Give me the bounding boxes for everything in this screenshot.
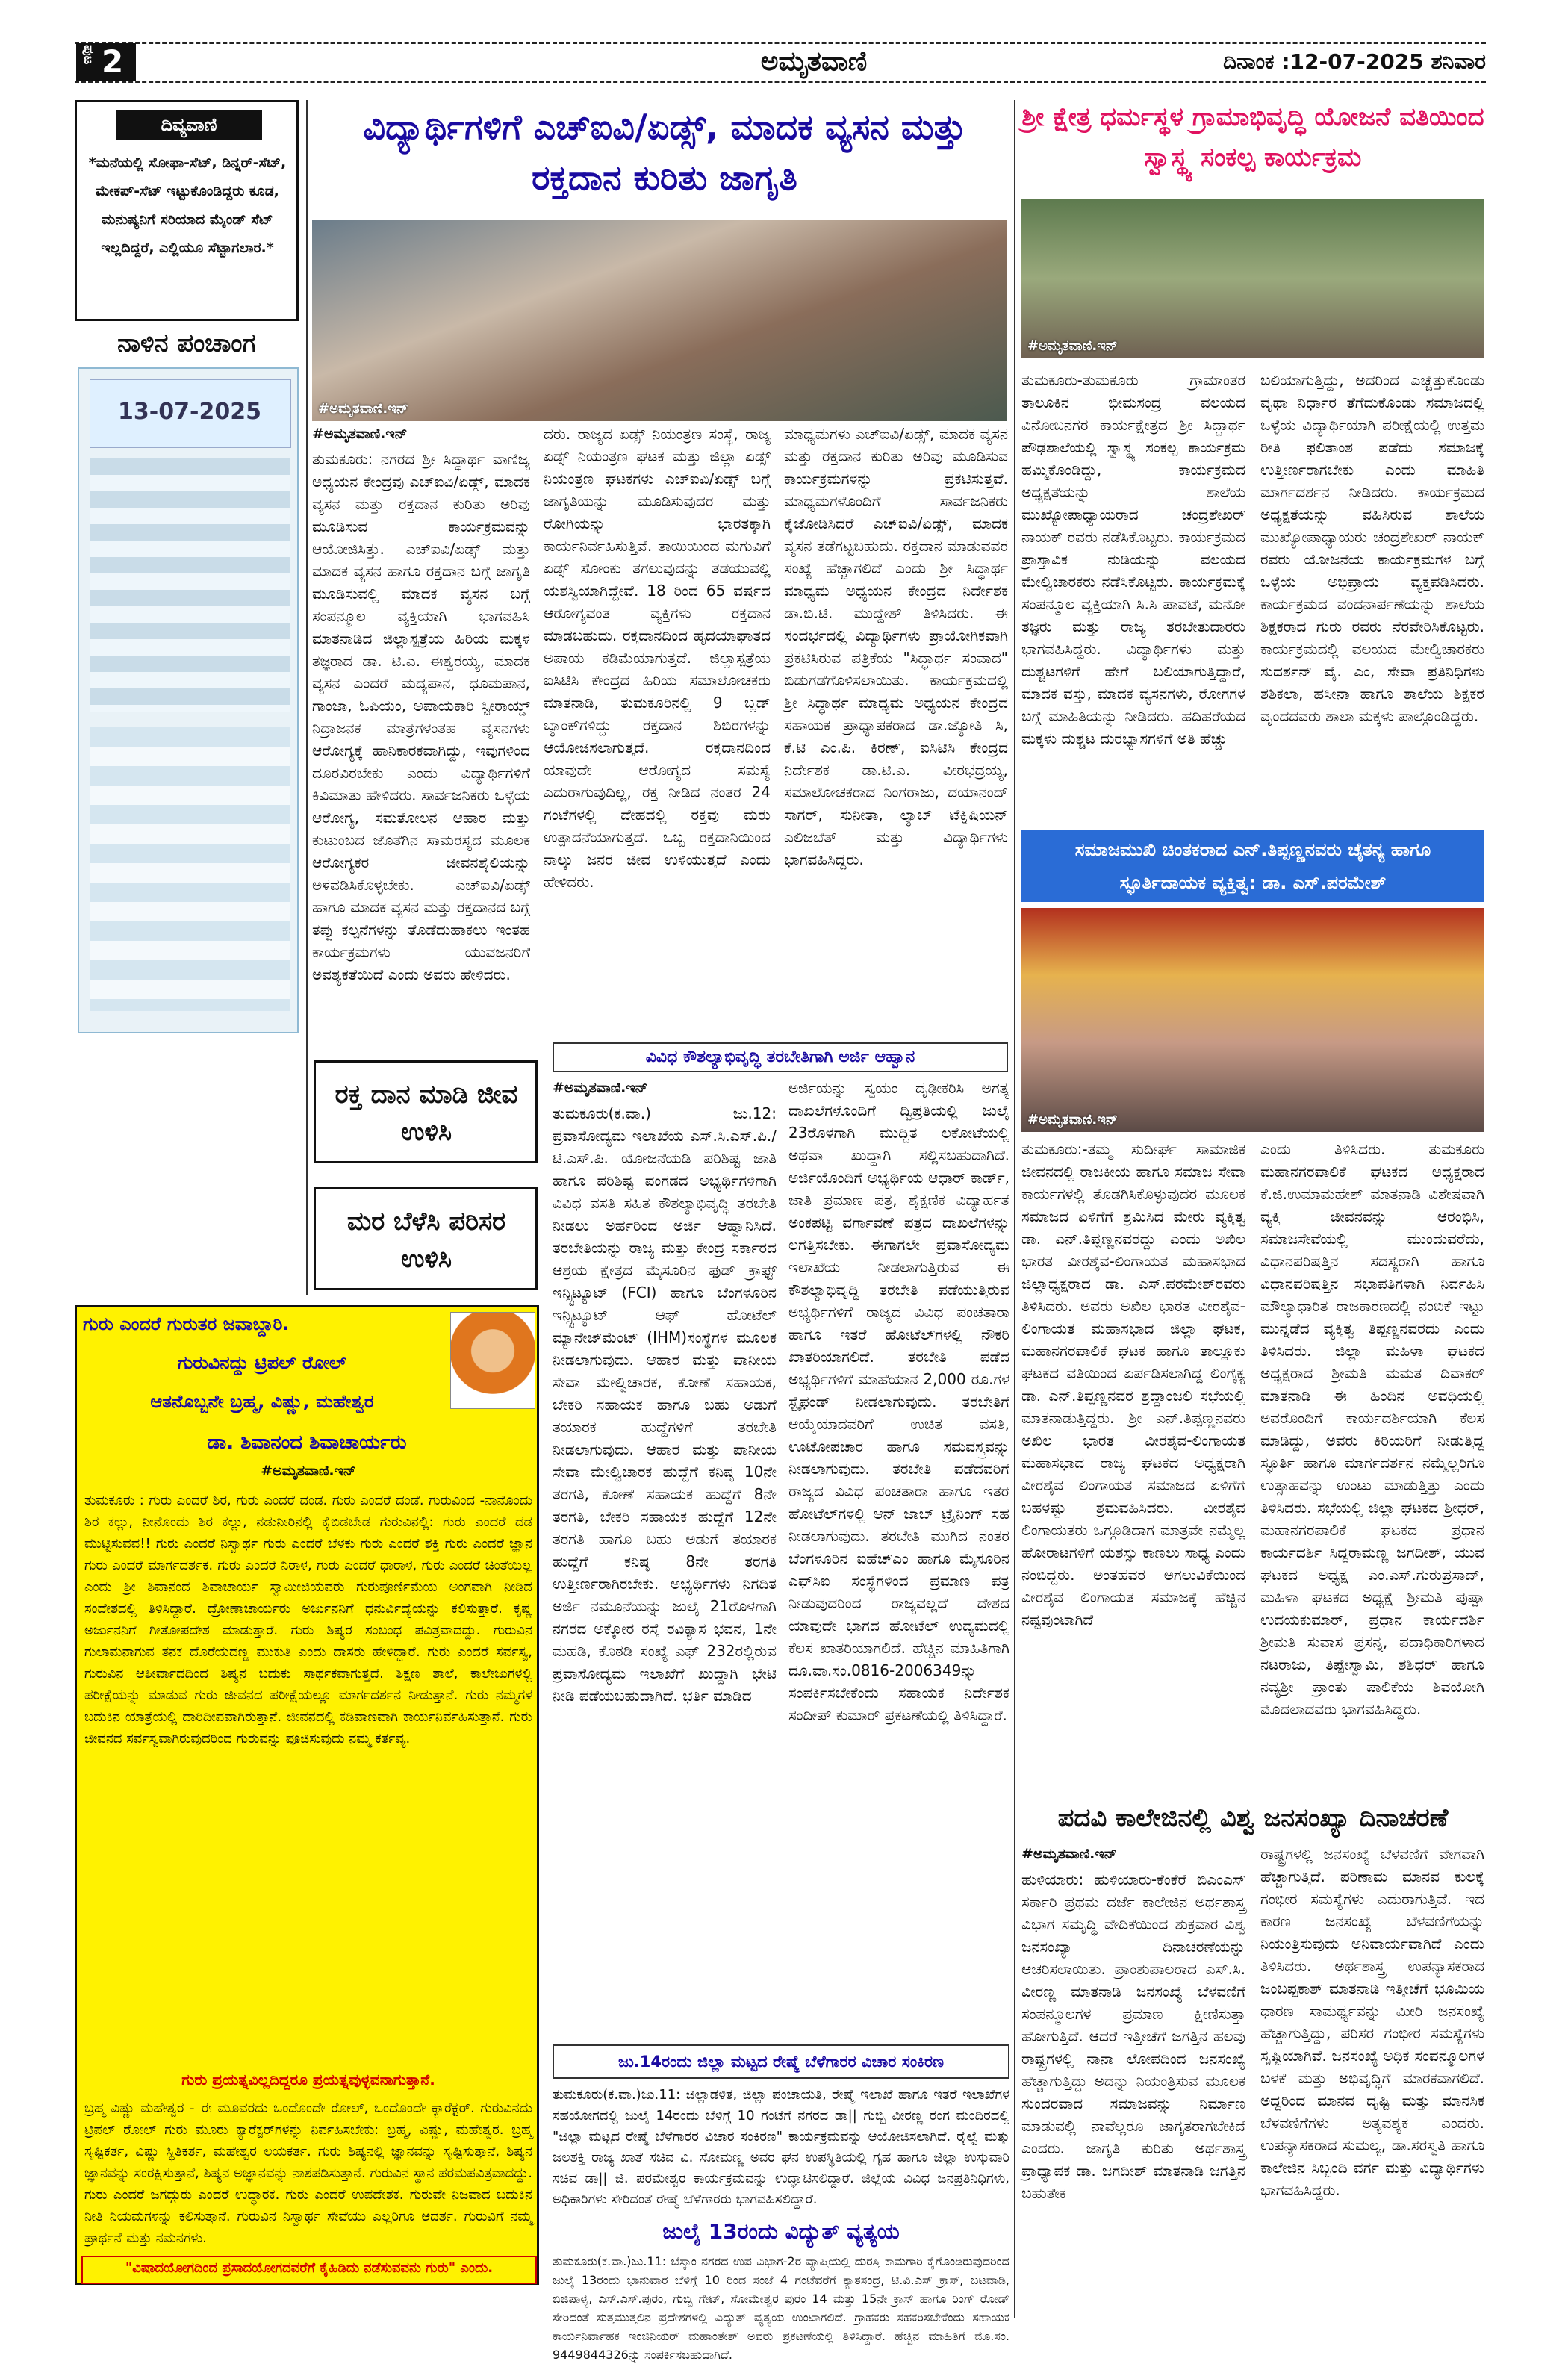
guru-line2: ಗುರುವಿನದ್ದು ಟ್ರಿಪಲ್ ರೋಲ್: [177, 1352, 347, 1373]
skill-col2: ಅರ್ಜಿಯನ್ನು ಸ್ವಯಂ ದೃಢೀಕರಿಸಿ ಅಗತ್ಯ ದಾಖಲೆಗಳೊಂದಿಗೆ ದ್ವಿಪ್ರತಿಯಲ್ಲಿ ಜುಲೈ 23ರೊಳಗಾಗಿ ಮುದ್ದಿತ ಲಕೋಟೆಯಲ್ಲಿ ಅಥವಾ ಖುದ್ದಾಗಿ ಸಲ್ಲಿಸಬಹುದಾಗಿದೆ. ಅರ್ಜಿಯೊಂದಿಗೆ ಅಭ್ಯರ್ಥಿಯ ಆಧಾರ್ ಕಾರ್ಡ್, ಜಾತಿ ಪ್ರಮಾಣ ಪತ್ರ, ಶೈಕ್ಷಣಿಕ ವಿದ್ಯಾರ್ಹತೆ ಅಂಕಪಟ್ಟಿ ವರ್ಗಾವಣೆ ಪತ್ರದ ದಾಖಲೆಗಳನ್ನು ಲಗತ್ತಿಸಬೇಕು. ಈಗಾಗಲೇ ಪ್ರವಾಸೋದ್ಯಮ ಇಲಾಖೆಯ ನೀಡಲಾಗುತ್ತಿರುವ ಈ ಕೌಶಲ್ಯಾಭಿವೃದ್ಧಿ ತರಬೇತಿ ಪಡೆಯುತ್ತಿರುವ ಅಭ್ಯರ್ಥಿಗಳಿಗೆ ರಾಜ್ಯದ ವಿವಿಧ ಪಂಚತಾರಾ ಹಾಗೂ ಇತರೆ ಹೋಟೆಲ್‌ಗಳಲ್ಲಿ ನೌಕರಿ ಖಾತರಿಯಾಗಲಿದೆ. ತರಬೇತಿ ಪಡೆದ ಅಭ್ಯರ್ಥಿಗಳಿಗೆ ಮಾಹೆಯಾನ 2,000 ರೂ.ಗಳ ಸ್ಟೈಫಂಡ್ ನೀಡಲಾಗುವುದು. ತರಬೇತಿಗೆ ಆಯ್ಕೆಯಾದವರಿಗೆ ಉಚಿತ ವಸತಿ, ಊಟೋಪಚಾರ ಹಾಗೂ ಸಮವಸ್ತ್ರವನ್ನು ನೀಡಲಾಗುವುದು. ತರಬೇತಿ ಪಡೆದವರಿಗೆ ರಾಜ್ಯದ ವಿವಿಧ ಪಂಚತಾರಾ ಹಾಗೂ ಇತರೆ ಹೋಟೆಲ್‌ಗಳಲ್ಲಿ ಆನ್ ಜಾಬ್ ಟ್ರೈನಿಂಗ್ ಸಹ ನೀಡಲಾಗುವುದು. ತರಬೇತಿ ಮುಗಿದ ನಂತರ ಬೆಂಗಳೂರಿನ ಐಹೆಚ್‌ಎಂ ಹಾಗೂ ಮೈಸೂರಿನ ಎಫ್‌ಸಿಐ ಸಂಸ್ಥೆಗಳಿಂದ ಪ್ರಮಾಣ ಪತ್ರ ನೀಡುವುದರಿಂದ ರಾಜ್ಯವಲ್ಲದೆ ದೇಶದ ಯಾವುದೇ ಭಾಗದ ಹೋಟೆಲ್ ಉದ್ಯಮದಲ್ಲಿ ಕೆಲಸ ಖಾತರಿಯಾಗಲಿದೆ. ಹೆಚ್ಚಿನ ಮಾಹಿತಿಗಾಗಿ ದೂ.ವಾ.ಸಂ.0816-2006349ನ್ನು ಸಂಪರ್ಕಿಸಬೇಕೆಂದು ಸಹಾಯಕ ನಿರ್ದೇಶಕ ಸಂದೀಪ್ ಕುಮಾರ್ ಪ್ರಕಟಣೆಯಲ್ಲಿ ತಿಳಿಸಿದ್ದಾರೆ.: [788, 1079, 1009, 1724]
power-headline: ಜುಲೈ 13ರಂದು ವಿದ್ಯುತ್ ವ್ಯತ್ಯಯ: [662, 2219, 900, 2244]
dharmasthala-photo: #ಅಮೃತವಾಣಿ.ಇನ್: [1021, 199, 1484, 358]
skill-col1: #ಅಮೃತವಾಣಿ.ಇನ್ ತುಮಕೂರು(ಕ.ವಾ.) ಜು.12: ಪ್ರವಾಸೋದ್ಯಮ ಇಲಾಖೆಯ ಎಸ್.ಸಿ.ಎಸ್.ಪಿ./ಟಿ.ಎಸ್.ಪಿ. ಯೋಜನೆಯಡಿ ಪರಿಶಿಷ್ಟ ಜಾತಿ ಹಾಗೂ ಪರಿಶಿಷ್ಟ ಪಂಗಡದ ಅಭ್ಯರ್ಥಿಗಳಿಗಾಗಿ ವಿವಿಧ ವಸತಿ ಸಹಿತ ಕೌಶಲ್ಯಾಭಿವೃದ್ಧಿ ತರಬೇತಿ ನೀಡಲು ಅರ್ಹರಿಂದ ಅರ್ಜಿ ಆಹ್ವಾನಿಸಿದೆ. ತರಬೇತಿಯನ್ನು ರಾಜ್ಯ ಮತ್ತು ಕೇಂದ್ರ ಸರ್ಕಾರದ ಆಶ್ರಯ ಕ್ಷೇತ್ರದ ಮೈಸೂರಿನ ಫುಡ್ ಕ್ರಾಫ್ಟ್ ಇನ್ಸ್ಟಿಟ್ಯೂಟ್ (FCI) ಹಾಗೂ ಬೆಂಗಳೂರಿನ ಇನ್ಸ್ಟಿಟ್ಯೂಟ್ ಆಫ್ ಹೋಟೆಲ್ ಮ್ಯಾನೇಜ್‌ಮೆಂಟ್ (IHM)ಸಂಸ್ಥೆಗಳ ಮೂಲಕ ನೀಡಲಾಗುವುದು. ಆಹಾರ ಮತ್ತು ಪಾನೀಯ ಸೇವಾ ಮೇಲ್ವಿಚಾರಕ, ಕೋಣೆ ಸಹಾಯಕ, ಬೇಕರಿ ಸಹಾಯಕ ಹಾಗೂ ಬಹು ಅಡುಗೆ ತಯಾರಕ ಹುದ್ದೆಗಳಿಗೆ ತರಬೇತಿ ನೀಡಲಾಗುವುದು. ಆಹಾರ ಮತ್ತು ಪಾನೀಯ ಸೇವಾ ಮೇಲ್ವಿಚಾರಕ ಹುದ್ದೆಗೆ ಕನಿಷ್ಠ 10ನೇ ತರಗತಿ, ಕೋಣೆ ಸಹಾಯಕ ಹುದ್ದೆಗೆ 8ನೇ ತರಗತಿ, ಬೇಕರಿ ಸಹಾಯಕ ಹುದ್ದೆಗೆ 12ನೇ ತರಗತಿ ಹಾಗೂ ಬಹು ಅಡುಗೆ ತಯಾರಕ ಹುದ್ದೆಗೆ ಕನಿಷ್ಠ 8ನೇ ತರಗತಿ ಉತ್ತೀರ್ಣರಾಗಿರಬೇಕು. ಅಭ್ಯರ್ಥಿಗಳು ನಿಗದಿತ ಅರ್ಜಿ ನಮೂನೆಯನ್ನು ಜುಲೈ 21ರೊಳಗಾಗಿ ನಗರದ ಅಕ್ಕೋರ ರಸ್ತೆ ರವಿಕ್ಯಾಸ ಭವನ, 1ನೇ ಮಹಡಿ, ಕೊಠಡಿ ಸಂಖ್ಯೆ ಎಫ್ 232ರಲ್ಲಿರುವ ಪ್ರವಾಸೋದ್ಯಮ ಇಲಾಖೆಗೆ ಖುದ್ದಾಗಿ ಭೇಟಿ ನೀಡಿ ಪಡೆಯಬಹುದಾಗಿದೆ. ಭರ್ತಿ ಮಾಡಿದ: [553, 1080, 777, 1705]
divyavani-box: [75, 100, 299, 321]
thippanna-col1: ತುಮಕೂರು:-ತಮ್ಮ ಸುದೀರ್ಘ ಸಾಮಾಜಿಕ ಜೀವನದಲ್ಲಿ ರಾಜಕೀಯ ಹಾಗೂ ಸಮಾಜ ಸೇವಾ ಕಾರ್ಯಗಳಲ್ಲಿ ತೊಡಗಿಸಿಕೊಳ್ಳುವುದರ ಮೂಲಕ ಸಮಾಜದ ಏಳಿಗೆಗೆ ಶ್ರಮಿಸಿದ ಮೇರು ವ್ಯಕ್ತಿತ್ವ ಡಾ. ಎನ್.ತಿಪ್ಪಣ್ಣನವರದ್ದು ಎಂದು ಅಖಿಲ ಭಾರತ ವೀರಶೈವ-ಲಿಂಗಾಯತ ಮಹಾಸಭಾದ ಜಿಲ್ಲಾಧ್ಯಕ್ಷರಾದ ಡಾ. ಎಸ್.ಪರಮೇಶ್‌ರವರು ತಿಳಿಸಿದರು. ಅವರು ಅಖಿಲ ಭಾರತ ವೀರಶೈವ-ಲಿಂಗಾಯತ ಮಹಾಸಭಾದ ಜಿಲ್ಲಾ ಘಟಕ, ಮಹಾನಗರಪಾಲಿಕೆ ಘಟಕ ಹಾಗೂ ತಾಲ್ಲೂಕು ಘಟಕದ ವತಿಯಿಂದ ಏರ್ಪಡಿಸಲಾಗಿದ್ದ ಲಿಂಗೈಕ್ಯ ಡಾ. ಎನ್.ತಿಪ್ಪಣ್ಣನವರ ಶ್ರದ್ಧಾಂಜಲಿ ಸಭೆಯಲ್ಲಿ ಮಾತನಾಡುತ್ತಿದ್ದರು. ಶ್ರೀ ಎನ್.ತಿಪ್ಪಣ್ಣನವರು ಅಖಿಲ ಭಾರತ ವೀರಶೈವ-ಲಿಂಗಾಯತ ಮಹಾಸಭಾದ ರಾಜ್ಯ ಘಟಕದ ಅಧ್ಯಕ್ಷರಾಗಿ ವೀರಶೈವ ಲಿಂಗಾಯತ ಸಮಾಜದ ಏಳಿಗೆಗೆ ಬಹಳಷ್ಟು ಶ್ರಮವಹಿಸಿದರು. ವೀರಶೈವ ಲಿಂಗಾಯತರು ಒಗ್ಗೂಡಿದಾಗ ಮಾತ್ರವೇ ನಮ್ಮೆಲ್ಲ ಹೋರಾಟಗಳಿಗೆ ಯಶಸ್ಸು ಕಾಣಲು ಸಾಧ್ಯ ಎಂದು ನಂಬಿದ್ದರು. ಅಂತಹವರ ಅಗಲುವಿಕೆಯಿಂದ ವೀರಶೈವ ಲಿಂಗಾಯತ ಸಮಾಜಕ್ಕೆ ಹೆಚ್ಚಿನ ನಷ್ಟವುಂಟಾಗಿದೆ: [1021, 1140, 1245, 1629]
dharmasthala-col1: ತುಮಕೂರು-ತುಮಕೂರು ಗ್ರಾಮಾಂತರ ತಾಲೂಕಿನ ಭೀಮಸಂದ್ರ ವಲಯದ ವಿನೋಬನಗರ ಕಾರ್ಯಕ್ಷೇತ್ರದ ಶ್ರೀ ಸಿದ್ಧಾರ್ಥ ಪೌಢಶಾಲೆಯಲ್ಲಿ ಸ್ವಾಸ್ಥ್ಯ ಸಂಕಲ್ಪ ಕಾರ್ಯಕ್ರಮ ಹಮ್ಮಿಕೊಂಡಿದ್ದು, ಕಾರ್ಯಕ್ರಮದ ಅಧ್ಯಕ್ಷತೆಯನ್ನು ಶಾಲೆಯ ಮುಖ್ಯೋಪಾಧ್ಯಾಯರಾದ ಚಂದ್ರಶೇಖರ್ ನಾಯಕ್ ರವರು ನಡೆಸಿಕೊಟ್ಟರು. ಕಾರ್ಯಕ್ರಮದ ಪ್ರಾಸ್ತಾವಿಕ ನುಡಿಯನ್ನು ವಲಯದ ಮೇಲ್ವಿಚಾರಕರು ನಡೆಸಿಕೊಟ್ಟರು. ಕಾರ್ಯಕ್ರಮಕ್ಕೆ ಸಂಪನ್ಮೂಲ ವ್ಯಕ್ತಿಯಾಗಿ ಸಿ.ಸಿ ಪಾವಟೆ, ಮನೋ ತಜ್ಞರು ಮತ್ತು ರಾಜ್ಯ ತರಬೇತುದಾರರು ಭಾಗವಹಿಸಿದ್ದರು. ವಿದ್ಯಾರ್ಥಿಗಳು ಮತ್ತು ದುಶ್ಚಟಗಳಿಗೆ ಹೇಗೆ ಬಲಿಯಾಗುತ್ತಿದ್ದಾರೆ, ಮಾದಕ ವಸ್ತು, ಮಾದಕ ವ್ಯಸನಗಳು, ರೋಗಗಳ ಬಗ್ಗೆ ಮಾಹಿತಿಯನ್ನು ನೀಡಿದರು. ಹದಿಹರೆಯದ ಮಕ್ಕಳು ದುಶ್ಚಟ ದುರಭ್ಯಾಸಗಳಿಗೆ ಅತಿ ಹೆಚ್ಚು: [1021, 371, 1245, 747]
date-line: ದಿನಾಂಕ :12-07-2025 ಶನಿವಾರ: [1223, 49, 1486, 74]
hiv-col3: ಮಾಧ್ಯಮಗಳು ಎಚ್‌ಐವಿ/ಏಡ್ಸ್, ಮಾದಕ ವ್ಯಸನ ಮತ್ತು ರಕ್ತದಾನ ಕುರಿತು ಅರಿವು ಮೂಡಿಸುವ ಕಾರ್ಯಕ್ರಮಗಳನ್ನು ಪ್ರಕಟಿಸುತ್ತವೆ. ಮಾಧ್ಯಮಗಳೊಂದಿಗೆ ಸಾರ್ವಜನಿಕರು ಕೈಜೋಡಿಸಿದರೆ ಎಚ್‌ಐವಿ/ಏಡ್ಸ್, ಮಾದಕ ವ್ಯಸನ ತಡೆಗಟ್ಟಬಹುದು. ರಕ್ತದಾನ ಮಾಡುವವರ ಸಂಖ್ಯೆ ಹೆಚ್ಚಾಗಲಿದೆ ಎಂದು ಶ್ರೀ ಸಿದ್ಧಾರ್ಥ ಮಾಧ್ಯಮ ಅಧ್ಯಯನ ಕೇಂದ್ರದ ನಿರ್ದೇಶಕ ಡಾ.ಬಿ.ಟಿ. ಮುದ್ದೇಶ್ ತಿಳಿಸಿದರು. ಈ ಸಂದರ್ಭದಲ್ಲಿ ವಿದ್ಯಾರ್ಥಿಗಳು ಪ್ರಾಯೋಗಿಕವಾಗಿ ಪ್ರಕಟಿಸಿರುವ ಪತ್ರಿಕೆಯ "ಸಿದ್ಧಾರ್ಥ ಸಂವಾದ" ಬಿಡುಗಡೆಗೊಳಿಸಲಾಯಿತು. ಕಾರ್ಯಕ್ರಮದಲ್ಲಿ ಶ್ರೀ ಸಿದ್ಧಾರ್ಥ ಮಾಧ್ಯಮ ಅಧ್ಯಯನ ಕೇಂದ್ರದ ಸಹಾಯಕ ಪ್ರಾಧ್ಯಾಪಕರಾದ ಡಾ.ಜ್ಯೋತಿ ಸಿ, ಕೆ.ಟಿ ಎಂ.ಪಿ. ಕಿರಣ್, ಐಸಿಟಿಸಿ ಕೇಂದ್ರದ ನಿರ್ದೇಶಕ ಡಾ.ಟಿ.ಎ. ವೀರಭದ್ರಯ್ಯ, ಸಮಾಲೋಚಕರಾದ ನಿಂಗರಾಜು, ದಯಾನಂದ್ ಸಾಗರ್, ಸುನೀತಾ, ಲ್ಯಾಬ್ ಟೆಕ್ನಿಷಿಯನ್ ಎಲಿಜಬೆತ್ ಮತ್ತು ವಿದ್ಯಾರ್ಥಿಗಳು ಭಾಗವಹಿಸಿದ್ದರು.: [784, 425, 1008, 868]
slogan-blood-donation: ರಕ್ತ ದಾನ ಮಾಡಿ ಜೀವ ಉಳಿಸಿ: [314, 1060, 538, 1163]
dharmasthala-col2: ಬಲಿಯಾಗುತ್ತಿದ್ದು, ಅದರಿಂದ ಎಚ್ಚೆತ್ತುಕೊಂಡು ವೃಥಾ ನಿರ್ಧಾರ ತೆಗೆದುಕೊಂಡು ಸಮಾಜದಲ್ಲಿ ಒಳ್ಳೆಯ ವಿದ್ಯಾರ್ಥಿಯಾಗಿ ಪರೀಕ್ಷೆಯಲ್ಲಿ ಉತ್ತಮ ರೀತಿ ಫಲಿತಾಂಶ ಪಡೆದು ಸಮಾಜಕ್ಕೆ ಉತ್ತೀರ್ಣರಾಗಬೇಕು ಎಂದು ಮಾಹಿತಿ ಮಾರ್ಗದರ್ಶನ ನೀಡಿದರು. ಕಾರ್ಯಕ್ರಮದ ಅಧ್ಯಕ್ಷತೆಯನ್ನು ವಹಿಸಿರುವ ಶಾಲೆಯ ಮುಖ್ಯೋಪಾಧ್ಯಾಯರು ಚಂದ್ರಶೇಖರ್ ನಾಯಕ್ ರವರು ಯೋಜನೆಯ ಕಾರ್ಯಕ್ರಮಗಳ ಬಗ್ಗೆ ಒಳ್ಳೆಯ ಅಭಿಪ್ರಾಯ ವ್ಯಕ್ತಪಡಿಸಿದರು. ಕಾರ್ಯಕ್ರಮದ ವಂದನಾರ್ಪಣೆಯನ್ನು ಶಾಲೆಯ ಶಿಕ್ಷಕರಾದ ಗುರು ರವರು ನೆರವೇರಿಸಿಕೊಟ್ಟರು. ಕಾರ್ಯಕ್ರಮದಲ್ಲಿ ವಲಯದ ಮೇಲ್ವಿಚಾರಕರು ಸುದರ್ಶನ್ ವೈ. ಎಂ, ಸೇವಾ ಪ್ರತಿನಿಧಿಗಳು ಶಶಿಕಲಾ, ಹಸೀನಾ ಹಾಗೂ ಶಾಲೆಯ ಶಿಕ್ಷಕರ ವೃಂದದವರು ಶಾಲಾ ಮಕ್ಕಳು ಪಾಲ್ಗೊಂಡಿದ್ದರು.: [1260, 371, 1484, 725]
hiv-col2: ದರು. ರಾಜ್ಯದ ಏಡ್ಸ್ ನಿಯಂತ್ರಣ ಸಂಸ್ಥೆ, ರಾಜ್ಯ ಏಡ್ಸ್ ನಿಯಂತ್ರಣ ಘಟಕ ಮತ್ತು ಜಿಲ್ಲಾ ಏಡ್ಸ್ ನಿಯಂತ್ರಣ ಘಟಕಗಳು ಎಚ್‌ಐವಿ/ಏಡ್ಸ್ ಬಗ್ಗೆ ಜಾಗೃತಿಯನ್ನು ಮೂಡಿಸುವುದರ ಮತ್ತು ರೋಗಿಯನ್ನು ಭಾರತಕ್ಕಾಗಿ ಕಾರ್ಯನಿರ್ವಹಿಸುತ್ತಿವೆ. ತಾಯಿಯಿಂದ ಮಗುವಿಗೆ ಏಡ್ಸ್ ಸೋಂಕು ತಗಲುವುದನ್ನು ತಡೆಯುವಲ್ಲಿ ಯಶಸ್ವಿಯಾಗಿದ್ದೇವೆ. 18 ರಿಂದ 65 ವರ್ಷದ ಆರೋಗ್ಯವಂತ ವ್ಯಕ್ತಿಗಳು ರಕ್ತದಾನ ಮಾಡಬಹುದು. ರಕ್ತದಾನದಿಂದ ಹೃದಯಾಘಾತದ ಅಪಾಯ ಕಡಿಮೆಯಾಗುತ್ತದೆ. ಜಿಲ್ಲಾಸ್ಪತ್ರೆಯ ಐಸಿಟಿಸಿ ಕೇಂದ್ರದ ಹಿರಿಯ ಸಮಾಲೋಚಕರು ಮಾತನಾಡಿ, ತುಮಕೂರಿನಲ್ಲಿ 9 ಬ್ಲಡ್ ಬ್ಯಾಂಕ್‌ಗಳಿದ್ದು ರಕ್ತದಾನ ಶಿಬಿರಗಳನ್ನು ಆಯೋಜಿಸಲಾಗುತ್ತದೆ. ರಕ್ತದಾನದಿಂದ ಯಾವುದೇ ಆರೋಗ್ಯದ ಸಮಸ್ಯೆ ಎದುರಾಗುವುದಿಲ್ಲ, ರಕ್ತ ನೀಡಿದ ನಂತರ 24 ಗಂಟೆಗಳಲ್ಲಿ ದೇಹದಲ್ಲಿ ರಕ್ತವು ಮರು ಉತ್ಪಾದನೆಯಾಗುತ್ತದೆ. ಒಬ್ಬ ರಕ್ತದಾನಿಯಿಂದ ನಾಲ್ಕು ಜನರ ಜೀವ ಉಳಿಯುತ್ತದೆ ಎಂದು ಹೇಳಿದರು.: [544, 425, 771, 891]
masthead: [75, 33, 1486, 87]
hiv-photo-caption: #ಅಮೃತವಾಣಿ.ಇನ್: [318, 401, 408, 417]
slogan-tree-planting: ಮರ ಬೆಳೆಸಿ ಪರಿಸರ ಉಳಿಸಿ: [314, 1187, 538, 1290]
guru-line4: ಡಾ. ಶಿವಾನಂದ ಶಿವಾಚಾರ್ಯರು: [207, 1431, 407, 1454]
dharmasthala-headline: ಶ್ರೀ ಕ್ಷೇತ್ರ ಧರ್ಮಸ್ಥಳ ಗ್ರಾಮಾಭಿವೃದ್ಧಿ ಯೋಜನೆ ವತಿಯಿಂದ ಸ್ವಾಸ್ಥ್ಯ ಸಂಕಲ್ಪ ಕಾರ್ಯಕ್ರಮ: [1021, 102, 1484, 172]
population-col2: ರಾಷ್ಟ್ರಗಳಲ್ಲಿ ಜನಸಂಖ್ಯೆ ಬೆಳವಣಿಗೆ ವೇಗವಾಗಿ ಹೆಚ್ಚಾಗುತ್ತಿದೆ. ಪರಿಣಾಮ ಮಾನವ ಕುಲಕ್ಕೆ ಗಂಭೀರ ಸಮಸ್ಯೆಗಳು ಎದುರಾಗುತ್ತಿವೆ. ಇದ ಕಾರಣ ಜನಸಂಖ್ಯೆ ಬೆಳವಣಿಗೆಯನ್ನು ನಿಯಂತ್ರಿಸುವುದು ಅನಿವಾರ್ಯವಾಗಿದೆ ಎಂದು ತಿಳಿಸಿದರು. ಅರ್ಥಶಾಸ್ತ್ರ ಉಪನ್ಯಾಸಕರಾದ ಜಂಬಪ್ಪಕಾಶ್ ಮಾತನಾಡಿ ಇತ್ತೀಚೆಗೆ ಭೂಮಿಯ ಧಾರಣ ಸಾಮರ್ಥ್ಯವನ್ನು ಮೀರಿ ಜನಸಂಖ್ಯೆ ಹೆಚ್ಚಾಗುತ್ತಿದ್ದು, ಪರಿಸರ ಗಂಭೀರ ಸಮಸ್ಯೆಗಳು ಸೃಷ್ಟಿಯಾಗಿವೆ. ಜನಸಂಖ್ಯೆ ಅಧಿಕ ಸಂಪನ್ಮೂಲಗಳ ಬಳಕೆ ಮತ್ತು ಅಭಿವೃದ್ಧಿಗೆ ಮಾರಕವಾಗಲಿದೆ. ಅದ್ದರಿಂದ ಮಾನವ ದೃಷ್ಟಿ ಮತ್ತು ಮಾನಸಿಕ ಬೆಳವಣಿಗೆಗಳು ಅತ್ಯವಶ್ಯಕ ಎಂದರು. ಉಪನ್ಯಾಸಕರಾದ ಸುಮಲ್ಯ, ಡಾ.ಸರಸ್ವತಿ ಹಾಗೂ ಕಾಲೇಜಿನ ಸಿಬ್ಬಂದಿ ವರ್ಗ ಮತ್ತು ವಿದ್ಯಾರ್ಥಿಗಳು ಭಾಗವಹಿಸಿದ್ದರು.: [1260, 1845, 1484, 2199]
guru-body1: ತುಮಕೂರು : ಗುರು ಎಂದರೆ ಶಿರ, ಗುರು ಎಂದರೆ ದಂಡ. ಗುರು ಎಂದರೆ ದಂಡೆ. ಗುರುವಿಂದ -ನಾನೊಂದು ಶಿರ ಕಲ್ಲು, ನೀನೊಂದು ಶಿರ ಕಲ್ಲು, ನಡುನೀರಿನಲ್ಲಿ ಕೈಬಿಡಬೇಡ ಗುರುವಿನಲ್ಲಿ: ಗುರು ಎಂದರೆ ದಡ ಮುಟ್ಟಿಸುವವ!! ಗುರು ಎಂದರೆ ನಿಸ್ವಾರ್ಥ ಗುರು ಎಂದರೆ ಬೆಳಕು ಗುರು ಎಂದರೆ ಶಕ್ತಿ ಗುರು ಎಂದರೆ ಜ್ಞಾನ ಗುರು ಎಂದರೆ ಮಾರ್ಗದರ್ಶಕ. ಗುರು ಎಂದರೆ ನಿರಾಳ, ಗುರು ಎಂದರೆ ಧಾರಾಳ, ಗುರು ಎಂದರೆ ಚಿಂತೆಯಿಲ್ಲ ಎಂದು ಶ್ರೀ ಶಿವಾನಂದ ಶಿವಾಚಾರ್ಯ ಸ್ವಾಮೀಜಿಯವರು ಗುರುಪೂರ್ಣಿಮೆಯ ಅಂಗವಾಗಿ ನೀಡಿದ ಸಂದೇಶದಲ್ಲಿ ತಿಳಿಸಿದ್ದಾರೆ. ದ್ರೋಣಾಚಾರ್ಯರು ಅರ್ಜುನನಿಗೆ ಧನುರ್ವಿದ್ಯೆಯನ್ನು ಕಲಿಸುತ್ತಾರೆ. ಕೃಷ್ಣ ಅರ್ಜುನನಿಗೆ ಗೀತೋಪದೇಶ ಮಾಡುತ್ತಾರೆ. ಗುರು ಶಿಷ್ಯರ ಸಂಬಂಧ ಪವಿತ್ರವಾದದ್ದು. ಗುರುವಿನ ಗುಲಾಮನಾಗುವ ತನಕ ದೊರೆಯದಣ್ಣ ಮುಕುತಿ ಎಂದು ದಾಸರು ಹೇಳಿದ್ದಾರೆ. ಗುರು ಎಂದರೆ ಸರ್ವಸ್ವ, ಗುರುವಿನ ಆಶೀರ್ವಾದದಿಂದ ಶಿಷ್ಯನ ಬದುಕು ಸಾರ್ಥಕವಾಗುತ್ತದೆ. ಶಿಕ್ಷಣ ಶಾಲೆ, ಕಾಲೇಜುಗಳಲ್ಲಿ ಪರೀಕ್ಷೆಯನ್ನು ಮಾಡುವ ಗುರು ಜೀವನದ ಪರೀಕ್ಷೆಯಲ್ಲೂ ಮಾರ್ಗದರ್ಶನ ನೀಡುತ್ತಾನೆ. ಗುರು ನಮ್ಮಗಳ ಬದುಕಿನ ಯಾತ್ರೆಯಲ್ಲಿ ದಾರಿದೀಪವಾಗಿರುತ್ತಾನೆ. ಜೀವನದಲ್ಲಿ ಕಡಿವಾಣವಾಗಿ ಕಾರ್ಯನಿರ್ವಹಿಸುತ್ತಾನೆ. ಗುರು ಜೀವನದ ಸರ್ವಸ್ವವಾಗಿರುವುದರಿಂದ ಗುರುವನ್ನು ಪೂಜಿಸುವುದು ನಮ್ಮ ಕರ್ತವ್ಯ.: [84, 1493, 532, 1746]
page-number: 2: [102, 43, 124, 80]
thippanna-banner: ಸಮಾಜಮುಖಿ ಚಿಂತಕರಾದ ಎನ್.ತಿಪ್ಪಣ್ಣನವರು ಚೈತನ್ಯ ಹಾಗೂ ಸ್ಫೂರ್ತಿದಾಯಕ ವ್ಯಕ್ತಿತ್ವ: ಡಾ. ಎಸ್.ಪರಮೇಶ್: [1021, 830, 1484, 902]
guru-photo: [450, 1312, 535, 1409]
page-number-box: [76, 43, 136, 81]
population-headline: ಪದವಿ ಕಾಲೇಜಿನಲ್ಲಿ ವಿಶ್ವ ಜನಸಂಖ್ಯಾ ದಿನಾಚರಣೆ: [1057, 1803, 1449, 1833]
silk-body: ತುಮಕೂರು(ಕ.ವಾ.)ಜು.11: ಜಿಲ್ಲಾಡಳಿತ, ಜಿಲ್ಲಾ ಪಂಚಾಯತಿ, ರೇಷ್ಮೆ ಇಲಾಖೆ ಹಾಗೂ ಇತರೆ ಇಲಾಖೆಗಳ ಸಹಯೋಗದಲ್ಲಿ ಜುಲೈ 14ರಂದು ಬೆಳಿಗ್ಗೆ 10 ಗಂಟೆಗೆ ನಗರದ ಡಾ|| ಗುಬ್ಬಿ ವೀರಣ್ಣ ರಂಗ ಮಂದಿರದಲ್ಲಿ "ಜಿಲ್ಲಾ ಮಟ್ಟದ ರೇಷ್ಮೆ ಬೆಳೆಗಾರರ ವಿಚಾರ ಸಂಕಿರಣ" ಕಾರ್ಯಕ್ರಮವನ್ನು ಆಯೋಜಿಸಲಾಗಿದೆ. ರೈಲ್ವೆ ಮತ್ತು ಜಲಶಕ್ತಿ ರಾಜ್ಯ ಖಾತೆ ಸಚಿವ ವಿ. ಸೋಮಣ್ಣ ಅವರ ಘನ ಉಪಸ್ಥಿತಿಯಲ್ಲಿ ಗೃಹ ಹಾಗೂ ಜಿಲ್ಲಾ ಉಸ್ತುವಾರಿ ಸಚಿವ ಡಾ|| ಜಿ. ಪರಮೇಶ್ವರ ಕಾರ್ಯಕ್ರಮವನ್ನು ಉದ್ಘಾಟಿಸಲಿದ್ದಾರೆ. ಜಿಲ್ಲೆಯ ವಿವಿಧ ಜನಪ್ರತಿನಿಧಿಗಳು, ಅಧಿಕಾರಿಗಳು ಸೇರಿದಂತೆ ರೇಷ್ಮೆ ಬೆಳೆಗಾರರು ಭಾಗವಹಿಸಲಿದ್ದಾರೆ.: [553, 2087, 1009, 2207]
page-label: ಪುಟ: [81, 45, 96, 65]
guru-line1: ಗುರು ಎಂದರೆ ಗುರುತರ ಜವಾಬ್ದಾರಿ.: [83, 1313, 290, 1334]
column-divider: [1014, 100, 1015, 2318]
power-body: ತುಮಕೂರು(ಕ.ವಾ.)ಜು.11: ಬೆಸ್ಕಾಂ ನಗರದ ಉಪ ವಿಭಾಗ-2ರ ವ್ಯಾಪ್ತಿಯಲ್ಲಿ ದುರಸ್ತಿ ಕಾಮಗಾರಿ ಕೈಗೊಂಡಿರುವುದರಿಂದ ಜುಲೈ 13ರಂದು ಭಾನುವಾರ ಬೆಳಿಗ್ಗೆ 10 ರಿಂದ ಸಂಜೆ 4 ಗಂಟೆವರೆಗೆ ಕ್ಯಾತಸಂದ್ರ, ಟಿ.ವಿ.ಎಸ್ ಕ್ರಾಸ್, ಬಟವಾಡಿ, ಬಿಜಿಪಾಳ್ಯ, ಎಸ್.ಎಸ್.ಪುರಂ, ಗುಬ್ಬಿ ಗೇಟ್, ಸೋಮೇಶ್ವರ ಪುರಂ 14 ಮತ್ತು 15ನೇ ಕ್ರಾಸ್ ಹಾಗೂ ರಿಂಗ್ ರೋಡ್ ಸೇರಿದಂತೆ ಸುತ್ತಮುತ್ತಲಿನ ಪ್ರದೇಶಗಳಲ್ಲಿ ವಿದ್ಯುತ್ ವ್ಯತ್ಯಯ ಉಂಟಾಗಲಿದೆ. ಗ್ರಾಹಕರು ಸಹಕರಿಸಬೇಕೆಂದು ಸಹಾಯಕ ಕಾರ್ಯನಿರ್ವಾಹಕ ಇಂಜಿನಿಯರ್ ಮಹಾಂತೇಶ್ ಅವರು ಪ್ರಕಟಣೆಯಲ್ಲಿ ತಿಳಿಸಿದ್ದಾರೆ. ಹೆಚ್ಚಿನ ಮಾಹಿತಿಗೆ ಮೊ.ಸಂ. 9449844326ನ್ನು ಸಂಪರ್ಕಿಸಬಹುದಾಗಿದೆ.: [553, 2254, 1009, 2362]
panchanga-image: [78, 367, 299, 1033]
thippanna-photo: #ಅಮೃತವಾಣಿ.ಇನ್: [1021, 908, 1484, 1132]
silk-headline-box: ಜು.14ರಂದು ಜಿಲ್ಲಾ ಮಟ್ಟದ ರೇಷ್ಮೆ ಬೆಳೆಗಾರರ ವಿಚಾರ ಸಂಕಿರಣ: [553, 2044, 1009, 2079]
guru-article: ಗುರು ಎಂದರೆ ಗುರುತರ ಜವಾಬ್ದಾರಿ. ಗುರುವಿನದ್ದು ಟ್ರಿಪಲ್ ರೋಲ್ ಆತನೊಬ್ಬನೇ ಬ್ರಹ್ಮ, ವಿಷ್ಣು, ಮಹೇಶ್ವರ ಡಾ. ಶಿವಾನಂದ ಶಿವಾಚಾರ್ಯರು #ಅಮೃತವಾಣಿ.ಇನ್ ತುಮಕೂರು : ಗುರು ಎಂದರೆ ಶಿರ, ಗುರು ಎಂದರೆ ದಂಡ. ಗುರು ಎಂದರೆ ದಂಡೆ. ಗುರುವಿಂದ -ನಾನೊಂದು ಶಿರ ಕಲ್ಲು, ನೀನೊಂದು ಶಿರ ಕಲ್ಲು, ನಡುನೀರಿನಲ್ಲಿ ಕೈಬಿಡಬೇಡ ಗುರುವಿನಲ್ಲಿ: ಗುರು ಎಂದರೆ ದಡ ಮುಟ್ಟಿಸುವವ!! ಗುರು ಎಂದರೆ ನಿಸ್ವಾರ್ಥ ಗುರು ಎಂದರೆ ಬೆಳಕು ಗುರು ಎಂದರೆ ಶಕ್ತಿ ಗುರು ಎಂದರೆ ಜ್ಞಾನ ಗುರು ಎಂದರೆ ಮಾರ್ಗದರ್ಶಕ. ಗುರು ಎಂದರೆ ನಿರಾಳ, ಗುರು ಎಂದರೆ ಧಾರಾಳ, ಗುರು ಎಂದರೆ ಚಿಂತೆಯಿಲ್ಲ ಎಂದು ಶ್ರೀ ಶಿವಾನಂದ ಶಿವಾಚಾರ್ಯ ಸ್ವಾಮೀಜಿಯವರು ಗುರುಪೂರ್ಣಿಮೆಯ ಅಂಗವಾಗಿ ನೀಡಿದ ಸಂದೇಶದಲ್ಲಿ ತಿಳಿಸಿದ್ದಾರೆ. ದ್ರೋಣಾಚಾರ್ಯರು ಅರ್ಜುನನಿಗೆ ಧನುರ್ವಿದ್ಯೆಯನ್ನು ಕಲಿಸುತ್ತಾರೆ. ಕೃಷ್ಣ ಅರ್ಜುನನಿಗೆ ಗೀತೋಪದೇಶ ಮಾಡುತ್ತಾರೆ. ಗುರು ಶಿಷ್ಯರ ಸಂಬಂಧ ಪವಿತ್ರವಾದದ್ದು. ಗುರುವಿನ ಗುಲಾಮನಾಗುವ ತನಕ ದೊರೆಯದಣ್ಣ ಮುಕುತಿ ಎಂದು ದಾಸರು ಹೇಳಿದ್ದಾರೆ. ಗುರು ಎಂದರೆ ಸರ್ವಸ್ವ, ಗುರುವಿನ ಆಶೀರ್ವಾದದಿಂದ ಶಿಷ್ಯನ ಬದುಕು ಸಾರ್ಥಕವಾಗುತ್ತದೆ. ಶಿಕ್ಷಣ ಶಾಲೆ, ಕಾಲೇಜುಗಳಲ್ಲಿ ಪರೀಕ್ಷೆಯನ್ನು ಮಾಡುವ ಗುರು ಜೀವನದ ಪರೀಕ್ಷೆಯಲ್ಲೂ ಮಾರ್ಗದರ್ಶನ ನೀಡುತ್ತಾನೆ. ಗುರು ನಮ್ಮಗಳ ಬದುಕಿನ ಯಾತ್ರೆಯಲ್ಲಿ ದಾರಿದೀಪವಾಗಿರುತ್ತಾನೆ. ಜೀವನದಲ್ಲಿ ಕಡಿವಾಣವಾಗಿ ಕಾರ್ಯನಿರ್ವಹಿಸುತ್ತಾನೆ. ಗುರು ಜೀವನದ ಸರ್ವಸ್ವವಾಗಿರುವುದರಿಂದ ಗುರುವನ್ನು ಪೂಜಿಸುವುದು ನಮ್ಮ ಕರ್ತವ್ಯ. ಗುರು ಪ್ರಯತ್ನವಿಲ್ಲದಿದ್ದರೂ ಪ್ರಯತ್ನವುಳ್ಳವನಾಗುತ್ತಾನೆ. ಬ್ರಹ್ಮ ವಿಷ್ಣು ಮಹೇಶ್ವರ - ಈ ಮೂವರದು ಒಂದೊಂದೇ ರೋಲ್, ಒಂದೊಂದೇ ಕ್ಯಾರೆಕ್ಟರ್. ಗುರುವಿನದು ಟ್ರಿಪಲ್ ರೋಲ್ ಗುರು ಮೂರು ಕ್ಯಾರೆಕ್ಟರ್‌ಗಳನ್ನು ನಿರ್ವಹಿಸಬೇಕು: ಬ್ರಹ್ಮ, ವಿಷ್ಣು, ಮಹೇಶ್ವರ. ಬ್ರಹ್ಮ ಸೃಷ್ಟಿಕರ್ತ, ವಿಷ್ಣು ಸ್ಥಿತಿಕರ್ತ, ಮಹೇಶ್ವರ ಲಯಕರ್ತ. ಗುರು ಶಿಷ್ಯನಲ್ಲಿ ಜ್ಞಾನವನ್ನು ಸೃಷ್ಟಿಸುತ್ತಾನೆ, ಶಿಷ್ಯನ ಜ್ಞಾನವನ್ನು ಸಂರಕ್ಷಿಸುತ್ತಾನೆ, ಶಿಷ್ಯನ ಅಜ್ಞಾನವನ್ನು ನಾಶಪಡಿಸುತ್ತಾನೆ. ಗುರುವಿನ ಸ್ಥಾನ ಪರಮಪವಿತ್ರವಾದದ್ದು. ಗುರು ಎಂದರೆ ಜಗದ್ಗುರು ಎಂದರೆ ಉದ್ಧಾರಕ. ಗುರು ಎಂದರೆ ಉಪದೇಶಕ. ಗುರುವೇ ನಿಜವಾದ ಬದುಕಿನ ನೀತಿ ನಿಯಮಗಳನ್ನು ಕಲಿಸುತ್ತಾನೆ. ಗುರುವಿನ ನಿಸ್ವಾರ್ಥ ಸೇವೆಯು ಎಲ್ಲರಿಗೂ ಆದರ್ಶ. ಗುರುವಿಗೆ ನಮ್ಮ ಪ್ರಾರ್ಥನೆ ಮತ್ತು ನಮನಗಳು. "ವಿಷಾದಯೋಗದಿಂದ ಪ್ರಸಾದಯೋಗದವರೆಗೆ ಕೈಹಿಡಿದು ನಡೆಸುವವನು ಗುರು" ಎಂದು.: [75, 1305, 539, 2285]
paper-name: ಅಮೃತವಾಣಿ: [760, 46, 868, 77]
guru-footer-quote: "ವಿಷಾದಯೋಗದಿಂದ ಪ್ರಸಾದಯೋಗದವರೆಗೆ ಕೈಹಿಡಿದು ನಡೆಸುವವನು ಗುರು" ಎಂದು.: [81, 2256, 537, 2284]
guru-body2: ಬ್ರಹ್ಮ ವಿಷ್ಣು ಮಹೇಶ್ವರ - ಈ ಮೂವರದು ಒಂದೊಂದೇ ರೋಲ್, ಒಂದೊಂದೇ ಕ್ಯಾರೆಕ್ಟರ್. ಗುರುವಿನದು ಟ್ರಿಪಲ್ ರೋಲ್ ಗುರು ಮೂರು ಕ್ಯಾರೆಕ್ಟರ್‌ಗಳನ್ನು ನಿರ್ವಹಿಸಬೇಕು: ಬ್ರಹ್ಮ, ವಿಷ್ಣು, ಮಹೇಶ್ವರ. ಬ್ರಹ್ಮ ಸೃಷ್ಟಿಕರ್ತ, ವಿಷ್ಣು ಸ್ಥಿತಿಕರ್ತ, ಮಹೇಶ್ವರ ಲಯಕರ್ತ. ಗುರು ಶಿಷ್ಯನಲ್ಲಿ ಜ್ಞಾನವನ್ನು ಸೃಷ್ಟಿಸುತ್ತಾನೆ, ಶಿಷ್ಯನ ಜ್ಞಾನವನ್ನು ಸಂರಕ್ಷಿಸುತ್ತಾನೆ, ಶಿಷ್ಯನ ಅಜ್ಞಾನವನ್ನು ನಾಶಪಡಿಸುತ್ತಾನೆ. ಗುರುವಿನ ಸ್ಥಾನ ಪರಮಪವಿತ್ರವಾದದ್ದು. ಗುರು ಎಂದರೆ ಜಗದ್ಗುರು ಎಂದರೆ ಉದ್ಧಾರಕ. ಗುರು ಎಂದರೆ ಉಪದೇಶಕ. ಗುರುವೇ ನಿಜವಾದ ಬದುಕಿನ ನೀತಿ ನಿಯಮಗಳನ್ನು ಕಲಿಸುತ್ತಾನೆ. ಗುರುವಿನ ನಿಸ್ವಾರ್ಥ ಸೇವೆಯು ಎಲ್ಲರಿಗೂ ಆದರ್ಶ. ಗುರುವಿಗೆ ನಮ್ಮ ಪ್ರಾರ್ಥನೆ ಮತ್ತು ನಮನಗಳು.: [84, 2100, 532, 2246]
hiv-headline: ವಿದ್ಯಾರ್ಥಿಗಳಿಗೆ ಎಚ್‌ಐವಿ/ಏಡ್ಸ್, ಮಾದಕ ವ್ಯಸನ ಮತ್ತು ರಕ್ತದಾನ ಕುರಿತು ಜಾಗೃತಿ: [363, 107, 966, 198]
column-divider: [306, 100, 308, 1295]
panchanga-date: 13-07-2025: [118, 399, 261, 425]
panchanga-title: ನಾಳಿನ ಪಂಚಾಂಗ: [117, 329, 256, 358]
population-col1: #ಅಮೃತವಾಣಿ.ಇನ್ ಹುಳಿಯಾರು: ಹುಳಿಯಾರು-ಕೆಂಕೆರೆ ಬಿಎಂಎಸ್ ಸರ್ಕಾರಿ ಪ್ರಥಮ ದರ್ಜೆ ಕಾಲೇಜಿನ ಅರ್ಥಶಾಸ್ತ್ರ ವಿಭಾಗ ಸಮೃದ್ಧಿ ವೇದಿಕೆಯಿಂದ ಶುಕ್ರವಾರ ವಿಶ್ವ ಜನಸಂಖ್ಯಾ ದಿನಾಚರಣೆಯನ್ನು ಆಚರಿಸಲಾಯಿತು. ಪ್ರಾಂಶುಪಾಲರಾದ ಎಸ್.ಸಿ. ವೀರಣ್ಣ ಮಾತನಾಡಿ ಜನಸಂಖ್ಯೆ ಬೆಳವಣಿಗೆ ಸಂಪನ್ಮೂಲಗಳ ಪ್ರಮಾಣ ಕ್ಷೀಣಿಸುತ್ತಾ ಹೋಗುತ್ತಿದೆ. ಆದರೆ ಇತ್ತೀಚೆಗೆ ಜಗತ್ತಿನ ಹಲವು ರಾಷ್ಟ್ರಗಳಲ್ಲಿ ನಾನಾ ಲೋಪದಿಂದ ಜನಸಂಖ್ಯೆ ಹೆಚ್ಚಾಗುತ್ತಿದ್ದು ಅದನ್ನು ನಿಯಂತ್ರಿಸುವ ಮೂಲಕ ಸುಂದರವಾದ ಸಮಾಜವನ್ನು ನಿರ್ಮಾಣ ಮಾಡುವಲ್ಲಿ ನಾವೆಲ್ಲರೂ ಜಾಗೃತರಾಗಬೇಕಿದೆ ಎಂದರು. ಜಾಗೃತಿ ಕುರಿತು ಅರ್ಥಶಾಸ್ತ್ರ ಪ್ರಾಧ್ಯಾಪಕ ಡಾ. ಜಗದೀಶ್ ಮಾತನಾಡಿ ಜಗತ್ತಿನ ಬಹುತೇಕ: [1021, 1846, 1245, 2202]
skill-headline-box: ವಿವಿಧ ಕೌಶಲ್ಯಾಭಿವೃದ್ಧಿ ತರಬೇತಿಗಾಗಿ ಅರ್ಜಿ ಆಹ್ವಾನ: [553, 1042, 1008, 1072]
thippanna-col2: ಎಂದು ತಿಳಿಸಿದರು. ತುಮಕೂರು ಮಹಾನಗರಪಾಲಿಕೆ ಘಟಕದ ಅಧ್ಯಕ್ಷರಾದ ಕೆ.ಜಿ.ಉಮಾಮಹೇಶ್ ಮಾತನಾಡಿ ವಿಶೇಷವಾಗಿ ವ್ಯಕ್ತಿ ಜೀವನವನ್ನು ಆರಂಭಿಸಿ, ಸಮಾಜಸೇವೆಯಲ್ಲಿ ಮುಂದುವರೆದು, ವಿಧಾನಪರಿಷತ್ತಿನ ಸದಸ್ಯರಾಗಿ ಹಾಗೂ ವಿಧಾನಪರಿಷತ್ತಿನ ಸಭಾಪತಿಗಳಾಗಿ ನಿರ್ವಹಿಸಿ ಮೌಲ್ಯಾಧಾರಿತ ರಾಜಕಾರಣದಲ್ಲಿ ನಂಬಿಕೆ ಇಟ್ಟು ಮುನ್ನಡೆದ ವ್ಯಕ್ತಿತ್ವ ತಿಪ್ಪಣ್ಣನವರದು ಎಂದು ತಿಳಿಸಿದರು. ಜಿಲ್ಲಾ ಮಹಿಳಾ ಘಟಕದ ಅಧ್ಯಕ್ಷರಾದ ಶ್ರೀಮತಿ ಮಮತ ದಿವಾಕರ್ ಮಾತನಾಡಿ ಈ ಹಿಂದಿನ ಅವಧಿಯಲ್ಲಿ ಅವರೊಂದಿಗೆ ಕಾರ್ಯದರ್ಶಿಯಾಗಿ ಕೆಲಸ ಮಾಡಿದ್ದು, ಅವರು ಕಿರಿಯರಿಗೆ ನೀಡುತ್ತಿದ್ದ ಸ್ಫೂರ್ತಿ ಹಾಗೂ ಮಾರ್ಗದರ್ಶನ ನಮ್ಮೆಲ್ಲರಿಗೂ ಉತ್ಸಾಹವನ್ನು ಉಂಟು ಮಾಡುತ್ತಿತ್ತು ಎಂದು ತಿಳಿಸಿದರು. ಸಭೆಯಲ್ಲಿ ಜಿಲ್ಲಾ ಘಟಕದ ಶ್ರೀಧರ್, ಮಹಾನಗರಪಾಲಿಕೆ ಘಟಕದ ಪ್ರಧಾನ ಕಾರ್ಯದರ್ಶಿ ಸಿದ್ದರಾಮಣ್ಣ ಜಗದೀಶ್, ಯುವ ಘಟಕದ ಅಧ್ಯಕ್ಷ ಎಂ.ಎಸ್.ಗುರುಪ್ರಸಾದ್, ಮಹಿಳಾ ಘಟಕದ ಅಧ್ಯಕ್ಷೆ ಶ್ರೀಮತಿ ಪುಷ್ಪಾ ಉದಯಕುಮಾರ್, ಪ್ರಧಾನ ಕಾರ್ಯದರ್ಶಿ ಶ್ರೀಮತಿ ಸುವಾಸ ಪ್ರಸನ್ನ, ಪದಾಧಿಕಾರಿಗಳಾದ ನಟರಾಜು, ತಿಪ್ಪೇಸ್ವಾಮಿ, ಶಶಿಧರ್ ಹಾಗೂ ನವ್ಯಶ್ರೀ ಪ್ರಾಂತು ಪಾಲಿಕೆಯ ಶಿವಯೋಗಿ ಮೊದಲಾದವರು ಭಾಗವಹಿಸಿದ್ದರು.: [1260, 1140, 1484, 1718]
divyavani-title: ದಿವ್ಯವಾಣಿ: [116, 110, 262, 140]
guru-quote: ಗುರು ಪ್ರಯತ್ನವಿಲ್ಲದಿದ್ದರೂ ಪ್ರಯತ್ನವುಳ್ಳವನಾಗುತ್ತಾನೆ.: [181, 2071, 435, 2088]
divyavani-text: *ಮನೆಯಲ್ಲಿ ಸೋಫಾ-ಸೆಟ್, ಡಿನ್ನರ್-ಸೆಟ್, ಮೇಕಪ್-ಸೆಟ್ ಇಟ್ಟುಕೊಂಡಿದ್ದರು ಕೂಡ, ಮನುಷ್ಯನಿಗೆ ಸರಿಯಾದ ಮೈಂಡ್ ಸೆಟ್ ಇಲ್ಲದಿದ್ದರೆ, ಎಲ್ಲಿಯೂ ಸೆಟ್ಟಾಗಲಾರ.*: [88, 155, 287, 256]
hiv-col1: #ಅಮೃತವಾಣಿ.ಇನ್ ತುಮಕೂರು: ನಗರದ ಶ್ರೀ ಸಿದ್ಧಾರ್ಥ ವಾಣಿಜ್ಯ ಅಧ್ಯಯನ ಕೇಂದ್ರವು ಎಚ್‌ಐವಿ/ಏಡ್ಸ್, ಮಾದಕ ವ್ಯಸನ ಮತ್ತು ರಕ್ತದಾನ ಕುರಿತು ಅರಿವು ಮೂಡಿಸುವ ಕಾರ್ಯಕ್ರಮವನ್ನು ಆಯೋಜಿಸಿತ್ತು. ಎಚ್‌ಐವಿ/ಏಡ್ಸ್ ಮತ್ತು ಮಾದಕ ವ್ಯಸನ ಹಾಗೂ ರಕ್ತದಾನ ಬಗ್ಗೆ ಜಾಗೃತಿ ಮೂಡಿಸುವಲ್ಲಿ ಮಾದಕ ವ್ಯಸನ ಬಗ್ಗೆ ಸಂಪನ್ಮೂಲ ವ್ಯಕ್ತಿಯಾಗಿ ಭಾಗವಹಿಸಿ ಮಾತನಾಡಿದ ಜಿಲ್ಲಾಸ್ಪತ್ರೆಯ ಹಿರಿಯ ಮಕ್ಕಳ ತಜ್ಞರಾದ ಡಾ. ಟಿ.ಎ. ಈಶ್ವರಯ್ಯ, ಮಾದಕ ವ್ಯಸನ ಎಂದರೆ ಮದ್ಯಪಾನ, ಧೂಮಪಾನ, ಗಾಂಜಾ, ಓಪಿಯಂ, ಅಪಾಯಕಾರಿ ಸ್ಟೀರಾಯ್ಡ್ ನಿದ್ರಾಜನಕ ಮಾತ್ರೆಗಳಂತಹ ವ್ಯಸನಗಳು ಆರೋಗ್ಯಕ್ಕೆ ಹಾನಿಕಾರಕವಾಗಿದ್ದು, ಇವುಗಳಿಂದ ದೂರವಿರಬೇಕು ಎಂದು ವಿದ್ಯಾರ್ಥಿಗಳಿಗೆ ಕಿವಿಮಾತು ಹೇಳಿದರು. ಸಾರ್ವಜನಿಕರು ಒಳ್ಳೆಯ ಆರೋಗ್ಯ, ಸಮತೋಲನ ಆಹಾರ ಮತ್ತು ಕುಟುಂಬದ ಜೊತೆಗಿನ ಸಾಮರಸ್ಯದ ಮೂಲಕ ಆರೋಗ್ಯಕರ ಜೀವನಶೈಲಿಯನ್ನು ಅಳವಡಿಸಿಕೊಳ್ಳಬೇಕು. ಎಚ್‌ಐವಿ/ಏಡ್ಸ್ ಹಾಗೂ ಮಾದಕ ವ್ಯಸನ ಮತ್ತು ರಕ್ತದಾನದ ಬಗ್ಗೆ ತಪ್ಪು ಕಲ್ಪನೆಗಳನ್ನು ತೊಡೆದುಹಾಕಲು ಇಂತಹ ಕಾರ್ಯಕ್ರಮಗಳು ಯುವಜನರಿಗೆ ಅವಶ್ಯಕತೆಯಿದೆ ಎಂದು ಅವರು ಹೇಳಿದರು.: [312, 426, 530, 983]
hiv-photo: [312, 220, 1007, 421]
guru-line3: ಆತನೊಬ್ಬನೇ ಬ್ರಹ್ಮ, ವಿಷ್ಣು, ಮಹೇಶ್ವರ: [150, 1391, 374, 1412]
